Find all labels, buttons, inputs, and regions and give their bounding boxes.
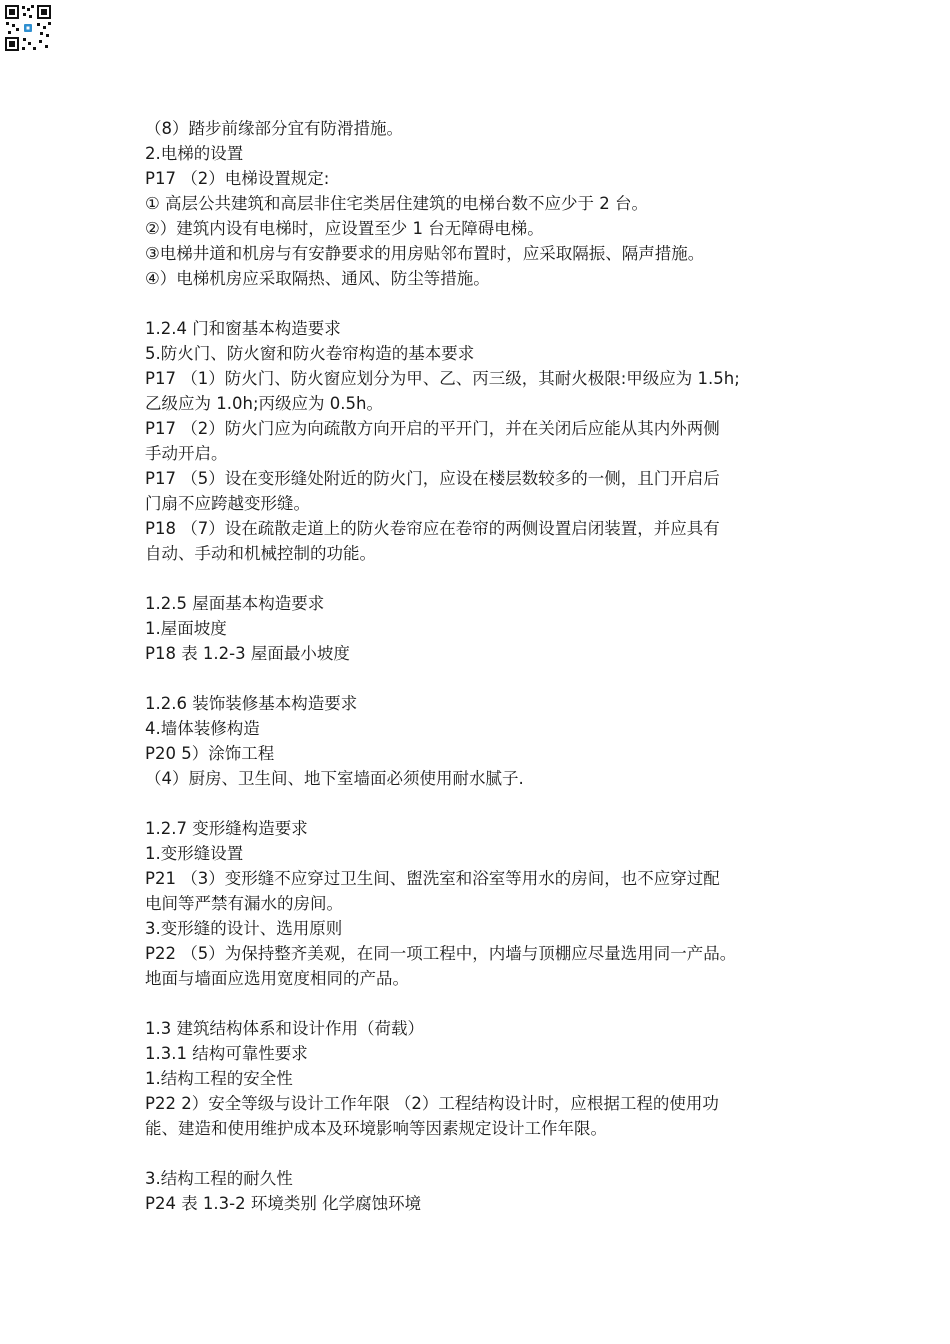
text-block	[145, 316, 825, 566]
text-line: 自动、手动和机械控制的功能。	[145, 544, 376, 563]
text-line: P17 （2）防火门应为向疏散方向开启的平开门，并在关闭后应能从其内外两侧	[145, 419, 720, 438]
text-line: 1.2.5 屋面基本构造要求	[145, 594, 325, 613]
text-line: 1.屋面坡度	[145, 619, 227, 638]
text-line: P17 （1）防火门、防火窗应划分为甲、乙、丙三级，其耐火极限:甲级应为 1.5h;	[145, 369, 740, 388]
text-block	[145, 591, 825, 666]
text-line: P17 （2）电梯设置规定:	[145, 169, 330, 188]
text-block	[145, 1166, 825, 1216]
text-line: ②）建筑内设有电梯时，应设置至少 1 台无障碍电梯。	[145, 219, 544, 238]
text-line: 1.结构工程的安全性	[145, 1069, 293, 1088]
text-line: 乙级应为 1.0h;丙级应为 0.5h。	[145, 394, 383, 413]
text-line: 3.结构工程的耐久性	[145, 1169, 293, 1188]
text-line: 1.变形缝设置	[145, 844, 244, 863]
text-line: 4.墙体装修构造	[145, 719, 260, 738]
text-line: 电间等严禁有漏水的房间。	[145, 894, 343, 913]
text-line: 3.变形缝的设计、选用原则	[145, 919, 343, 938]
text-line: 1.2.6 装饰装修基本构造要求	[145, 694, 358, 713]
text-line: 5.防火门、防火窗和防火卷帘构造的基本要求	[145, 344, 475, 363]
paragraph-gap	[145, 791, 825, 816]
text-line: （4）厨房、卫生间、地下室墙面必须使用耐水腻子.	[145, 769, 524, 788]
text-line: 1.2.7 变形缝构造要求	[145, 819, 308, 838]
text-line: ④）电梯机房应采取隔热、通风、防尘等措施。	[145, 269, 490, 288]
text-line: （8）踏步前缘部分宜有防滑措施。	[145, 119, 403, 138]
text-line: 地面与墙面应选用宽度相同的产品。	[145, 969, 409, 988]
text-line: 2.电梯的设置	[145, 144, 244, 163]
text-line: P18 表 1.2-3 屋面最小坡度	[145, 644, 350, 663]
paragraph-gap	[145, 566, 825, 591]
text-line: P24 表 1.3-2 环境类别 化学腐蚀环境	[145, 1194, 422, 1213]
text-line: P22 2）安全等级与设计工作年限 （2）工程结构设计时，应根据工程的使用功	[145, 1094, 719, 1113]
text-line: P17 （5）设在变形缝处附近的防火门，应设在楼层数较多的一侧，且门开启后	[145, 469, 720, 488]
text-line: P21 （3）变形缝不应穿过卫生间、盥洗室和浴室等用水的房间，也不应穿过配	[145, 869, 720, 888]
paragraph-gap	[145, 991, 825, 1016]
paragraph-gap	[145, 1141, 825, 1166]
text-line: 手动开启。	[145, 444, 228, 463]
text-block	[145, 116, 825, 291]
text-line: ③电梯井道和机房与有安静要求的用房贴邻布置时，应采取隔振、隔声措施。	[145, 244, 705, 263]
document-body	[145, 116, 825, 1216]
text-line: P18 （7）设在疏散走道上的防火卷帘应在卷帘的两侧设置启闭装置，并应具有	[145, 519, 720, 538]
text-line: ① 高层公共建筑和高层非住宅类居住建筑的电梯台数不应少于 2 台。	[145, 194, 649, 213]
qr-code-icon	[4, 4, 52, 52]
text-block	[145, 1016, 825, 1141]
text-line: 1.3.1 结构可靠性要求	[145, 1044, 308, 1063]
text-line: 1.3 建筑结构体系和设计作用（荷载）	[145, 1019, 424, 1038]
text-line: P22 （5）为保持整齐美观，在同一项工程中，内墙与顶棚应尽量选用同一产品。	[145, 944, 737, 963]
text-line: P20 5）涂饰工程	[145, 744, 275, 763]
text-line: 门扇不应跨越变形缝。	[145, 494, 310, 513]
paragraph-gap	[145, 291, 825, 316]
text-line: 能、建造和使用维护成本及环境影响等因素规定设计工作年限。	[145, 1119, 607, 1138]
paragraph-gap	[145, 666, 825, 691]
text-block	[145, 691, 825, 791]
text-line: 1.2.4 门和窗基本构造要求	[145, 319, 341, 338]
text-block	[145, 816, 825, 991]
